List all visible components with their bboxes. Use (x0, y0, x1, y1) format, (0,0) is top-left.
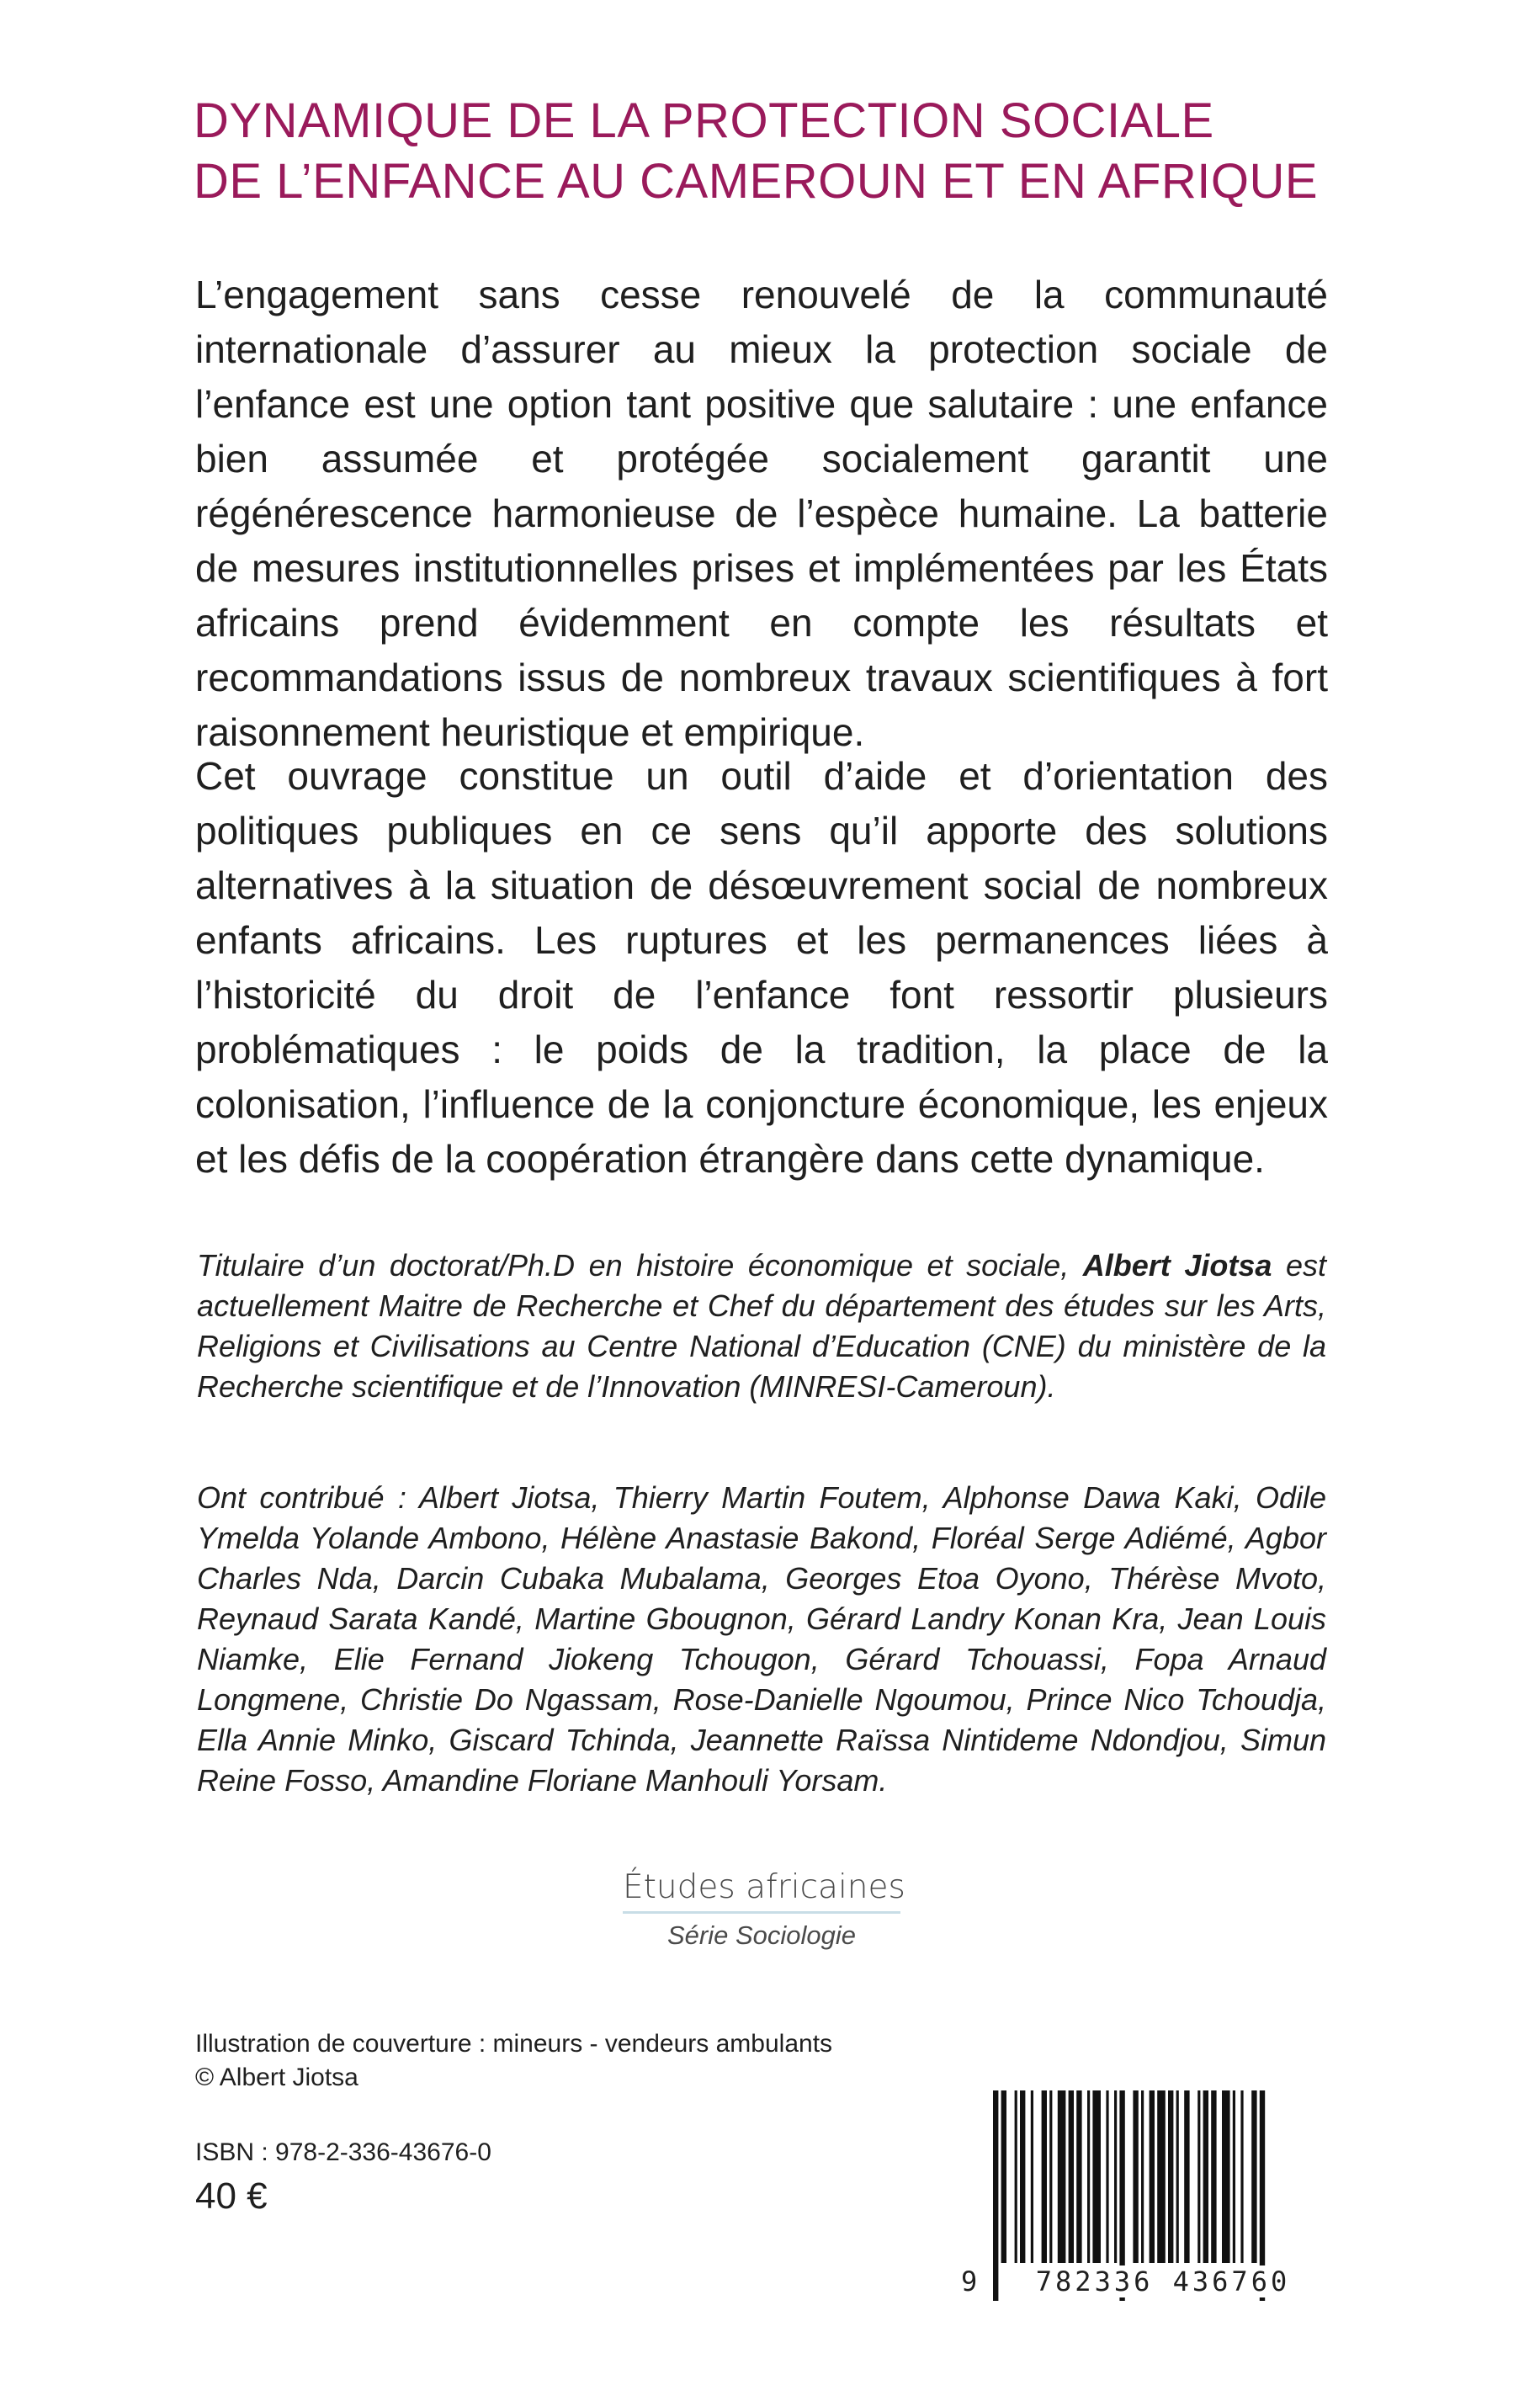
cover-illustration-credit (195, 2027, 832, 2095)
series-name: Études africaines (623, 1868, 905, 1906)
barcode-bar (1176, 2090, 1179, 2263)
barcode-bar (1031, 2090, 1033, 2263)
barcode-bar (1251, 2090, 1256, 2263)
barcode-bar (1197, 2090, 1200, 2263)
summary-paragraph-1: L’engagement sans cesse renouvelé de la communauté internationale d’assurer au mieux la protection sociale de l’enfance est une option tant positive que salutaire : une enfance bien assumée et protégée socialement garantit une régénérescence harmonieuse de l’espèce humaine. La batterie de mesures institutionnelles prises et implémentées par les États africains prend évidemment en compte les résultats et recommandations issus de nombreux travaux scientifiques à fort raisonnement heuristique et empirique. (195, 273, 1328, 754)
illustration-copyright: © Albert Jiotsa (195, 2064, 358, 2091)
illustration-caption: Illustration de couverture : mineurs - vendeurs ambulants (195, 2030, 833, 2058)
isbn-barcode (959, 2090, 1330, 2309)
barcode-bar (1240, 2090, 1243, 2263)
barcode-bar (1049, 2090, 1052, 2263)
barcode-bar (1203, 2090, 1208, 2263)
series-subtitle: Série Sociologie (666, 1920, 857, 1950)
barcode-bar (993, 2090, 998, 2301)
book-title-line-1: DYNAMIQUE DE LA PROTECTION SOCIALE (194, 93, 1214, 148)
barcode-bar (1087, 2090, 1090, 2263)
barcode-bar (1168, 2090, 1173, 2263)
series-logo (623, 1868, 905, 1951)
barcode-bar (1001, 2090, 1006, 2263)
barcode-bar (1069, 2090, 1074, 2263)
barcode-bar (1020, 2090, 1025, 2263)
barcode-first-digit: 9 (961, 2265, 978, 2297)
barcode-bar (1141, 2090, 1144, 2263)
isbn: ISBN : 978-2-336-43676-0 (195, 2138, 491, 2166)
barcode-bar (1184, 2090, 1189, 2263)
author-bio (197, 1246, 1326, 1407)
barcode-bar (1233, 2090, 1235, 2263)
book-title (194, 91, 1414, 212)
book-title-line-2: DE L’ENFANCE AU CAMEROUN ET EN AFRIQUE (194, 154, 1319, 209)
barcode-digits: 782336 436760 (1003, 2265, 1323, 2297)
barcode-bar (1042, 2090, 1047, 2263)
barcode-bar (1222, 2090, 1230, 2263)
author-bio-rest: est actuellement Maitre de Recherche et Chef du département des études sur les Arts, Religions et Civilisations au Centre National d’Education (CNE) du ministère de la Recherche scientifique et de l’Innovation (MINRESI-Cameroun). (197, 1248, 1326, 1404)
contributors-list: Ont contribué : Albert Jiotsa, Thierry Martin Foutem, Alphonse Dawa Kaki, Odile Ymelda Yolande Ambono, Hélène Anastasie Bakond, Floréal Serge Adiémé, Agbor Charles Nda, Darcin Cubaka Mubalama, Georges Etoa Oyono, Thérèse Mvoto, Reynaud Sarata Kandé, Martine Gbougnon, Gérard Landry Konan Kra, Jean Louis Niamke, Elie Fernand Jiokeng Tchougon, Gérard Tchouassi, Fopa Arnaud Longmene, Christie Do Ngassam, Rose-Danielle Ngoumou, Prince Nico Tchoudja, Ella Annie Minko, Giscard Tchinda, Jeannette Raïssa Nintideme Ndondjou, Simun Reine Fosso, Amandine Floriane Manhouli Yorsam. (197, 1480, 1326, 1798)
barcode-bar (1015, 2090, 1017, 2263)
series-divider (623, 1911, 900, 1914)
barcode-bar (1076, 2090, 1081, 2263)
barcode-bar (1106, 2090, 1108, 2263)
barcode-bar (1092, 2090, 1101, 2263)
barcode-bar (1058, 2090, 1066, 2263)
barcode-bar (1211, 2090, 1216, 2263)
barcode-bar (1150, 2090, 1155, 2263)
price: 40 € (195, 2175, 268, 2217)
summary-paragraph-2: Cet ouvrage constitue un outil d’aide et d’orientation des politiques publiques en ce sens qu’il apporte des solutions alternatives à la situation de désœuvrement social de nombreux enfants africains. Les ruptures et les permanences liées à l’historicité du droit de l’enfance font ressortir plusieurs problématiques : le poids de la tradition, la place de la colonisation, l’influence de la conjoncture économique, les enjeux et les défis de la coopération étrangère dans cette dynamique. (195, 754, 1328, 1181)
author-name: Albert Jiotsa (1082, 1248, 1272, 1283)
author-bio-intro: Titulaire d’un doctorat/Ph.D en histoire économique et sociale, (197, 1248, 1083, 1283)
barcode-bar (1114, 2090, 1117, 2263)
barcode-bar (1157, 2090, 1166, 2263)
barcode-bar (1133, 2090, 1138, 2263)
